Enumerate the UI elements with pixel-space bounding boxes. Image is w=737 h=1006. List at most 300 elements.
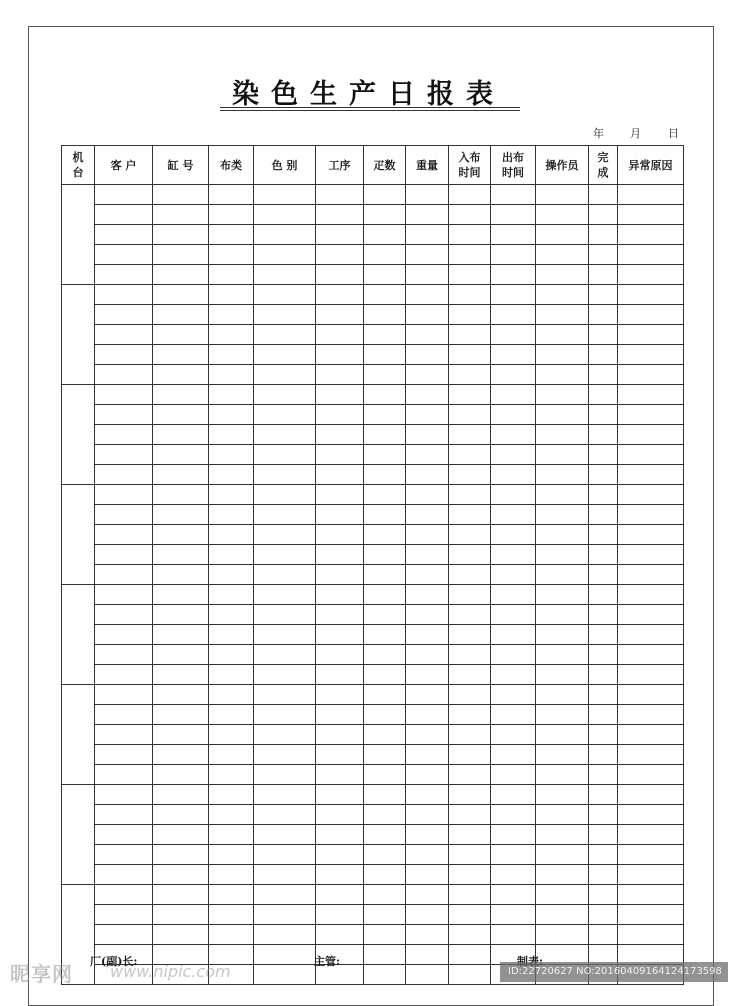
entry-cell[interactable] bbox=[406, 485, 449, 505]
entry-cell[interactable] bbox=[618, 865, 684, 885]
entry-cell[interactable] bbox=[209, 525, 254, 545]
entry-cell[interactable] bbox=[449, 325, 491, 345]
entry-cell[interactable] bbox=[364, 265, 406, 285]
entry-cell[interactable] bbox=[254, 185, 316, 205]
entry-cell[interactable] bbox=[316, 525, 364, 545]
entry-cell[interactable] bbox=[153, 285, 209, 305]
entry-cell[interactable] bbox=[449, 425, 491, 445]
entry-cell[interactable] bbox=[589, 825, 618, 845]
entry-cell[interactable] bbox=[95, 645, 153, 665]
entry-cell[interactable] bbox=[406, 905, 449, 925]
entry-cell[interactable] bbox=[254, 625, 316, 645]
entry-cell[interactable] bbox=[406, 305, 449, 325]
entry-cell[interactable] bbox=[406, 805, 449, 825]
entry-cell[interactable] bbox=[153, 885, 209, 905]
entry-cell[interactable] bbox=[153, 205, 209, 225]
entry-cell[interactable] bbox=[316, 245, 364, 265]
entry-cell[interactable] bbox=[491, 845, 536, 865]
entry-cell[interactable] bbox=[406, 785, 449, 805]
entry-cell[interactable] bbox=[316, 705, 364, 725]
entry-cell[interactable] bbox=[589, 785, 618, 805]
entry-cell[interactable] bbox=[491, 685, 536, 705]
entry-cell[interactable] bbox=[209, 205, 254, 225]
entry-cell[interactable] bbox=[316, 305, 364, 325]
entry-cell[interactable] bbox=[153, 685, 209, 705]
entry-cell[interactable] bbox=[364, 845, 406, 865]
entry-cell[interactable] bbox=[589, 285, 618, 305]
entry-cell[interactable] bbox=[364, 645, 406, 665]
entry-cell[interactable] bbox=[95, 385, 153, 405]
entry-cell[interactable] bbox=[316, 685, 364, 705]
entry-cell[interactable] bbox=[536, 785, 589, 805]
entry-cell[interactable] bbox=[95, 705, 153, 725]
entry-cell[interactable] bbox=[364, 945, 406, 965]
entry-cell[interactable] bbox=[254, 485, 316, 505]
entry-cell[interactable] bbox=[209, 645, 254, 665]
entry-cell[interactable] bbox=[316, 485, 364, 505]
entry-cell[interactable] bbox=[254, 205, 316, 225]
entry-cell[interactable] bbox=[589, 365, 618, 385]
entry-cell[interactable] bbox=[364, 785, 406, 805]
entry-cell[interactable] bbox=[491, 285, 536, 305]
entry-cell[interactable] bbox=[153, 785, 209, 805]
entry-cell[interactable] bbox=[254, 885, 316, 905]
entry-cell[interactable] bbox=[153, 425, 209, 445]
entry-cell[interactable] bbox=[209, 805, 254, 825]
entry-cell[interactable] bbox=[618, 725, 684, 745]
entry-cell[interactable] bbox=[449, 785, 491, 805]
entry-cell[interactable] bbox=[406, 605, 449, 625]
entry-cell[interactable] bbox=[406, 925, 449, 945]
entry-cell[interactable] bbox=[153, 725, 209, 745]
entry-cell[interactable] bbox=[491, 205, 536, 225]
entry-cell[interactable] bbox=[254, 545, 316, 565]
entry-cell[interactable] bbox=[589, 765, 618, 785]
entry-cell[interactable] bbox=[589, 245, 618, 265]
entry-cell[interactable] bbox=[316, 885, 364, 905]
entry-cell[interactable] bbox=[95, 305, 153, 325]
entry-cell[interactable] bbox=[254, 845, 316, 865]
entry-cell[interactable] bbox=[491, 425, 536, 445]
entry-cell[interactable] bbox=[364, 965, 406, 985]
entry-cell[interactable] bbox=[449, 525, 491, 545]
entry-cell[interactable] bbox=[316, 785, 364, 805]
entry-cell[interactable] bbox=[364, 865, 406, 885]
entry-cell[interactable] bbox=[254, 225, 316, 245]
entry-cell[interactable] bbox=[364, 825, 406, 845]
entry-cell[interactable] bbox=[536, 865, 589, 885]
entry-cell[interactable] bbox=[491, 805, 536, 825]
entry-cell[interactable] bbox=[449, 245, 491, 265]
entry-cell[interactable] bbox=[95, 465, 153, 485]
entry-cell[interactable] bbox=[449, 445, 491, 465]
entry-cell[interactable] bbox=[209, 505, 254, 525]
entry-cell[interactable] bbox=[364, 465, 406, 485]
entry-cell[interactable] bbox=[316, 465, 364, 485]
entry-cell[interactable] bbox=[153, 365, 209, 385]
entry-cell[interactable] bbox=[618, 785, 684, 805]
entry-cell[interactable] bbox=[491, 885, 536, 905]
entry-cell[interactable] bbox=[153, 765, 209, 785]
entry-cell[interactable] bbox=[316, 745, 364, 765]
entry-cell[interactable] bbox=[491, 305, 536, 325]
entry-cell[interactable] bbox=[364, 585, 406, 605]
entry-cell[interactable] bbox=[491, 445, 536, 465]
entry-cell[interactable] bbox=[618, 665, 684, 685]
entry-cell[interactable] bbox=[209, 565, 254, 585]
entry-cell[interactable] bbox=[536, 385, 589, 405]
entry-cell[interactable] bbox=[153, 445, 209, 465]
entry-cell[interactable] bbox=[209, 545, 254, 565]
entry-cell[interactable] bbox=[536, 505, 589, 525]
entry-cell[interactable] bbox=[449, 645, 491, 665]
entry-cell[interactable] bbox=[153, 865, 209, 885]
entry-cell[interactable] bbox=[209, 385, 254, 405]
entry-cell[interactable] bbox=[153, 225, 209, 245]
machine-cell[interactable] bbox=[62, 685, 95, 785]
entry-cell[interactable] bbox=[364, 385, 406, 405]
entry-cell[interactable] bbox=[618, 465, 684, 485]
entry-cell[interactable] bbox=[449, 965, 491, 985]
entry-cell[interactable] bbox=[364, 225, 406, 245]
entry-cell[interactable] bbox=[254, 665, 316, 685]
entry-cell[interactable] bbox=[254, 765, 316, 785]
entry-cell[interactable] bbox=[618, 825, 684, 845]
entry-cell[interactable] bbox=[316, 845, 364, 865]
entry-cell[interactable] bbox=[364, 805, 406, 825]
entry-cell[interactable] bbox=[95, 405, 153, 425]
entry-cell[interactable] bbox=[364, 905, 406, 925]
entry-cell[interactable] bbox=[153, 605, 209, 625]
entry-cell[interactable] bbox=[95, 185, 153, 205]
entry-cell[interactable] bbox=[618, 605, 684, 625]
entry-cell[interactable] bbox=[254, 785, 316, 805]
entry-cell[interactable] bbox=[449, 925, 491, 945]
entry-cell[interactable] bbox=[618, 545, 684, 565]
entry-cell[interactable] bbox=[536, 485, 589, 505]
entry-cell[interactable] bbox=[153, 305, 209, 325]
entry-cell[interactable] bbox=[491, 325, 536, 345]
entry-cell[interactable] bbox=[95, 905, 153, 925]
entry-cell[interactable] bbox=[209, 785, 254, 805]
entry-cell[interactable] bbox=[449, 745, 491, 765]
entry-cell[interactable] bbox=[153, 325, 209, 345]
entry-cell[interactable] bbox=[449, 825, 491, 845]
entry-cell[interactable] bbox=[449, 845, 491, 865]
entry-cell[interactable] bbox=[449, 385, 491, 405]
entry-cell[interactable] bbox=[153, 805, 209, 825]
entry-cell[interactable] bbox=[316, 665, 364, 685]
entry-cell[interactable] bbox=[364, 925, 406, 945]
entry-cell[interactable] bbox=[406, 645, 449, 665]
entry-cell[interactable] bbox=[316, 425, 364, 445]
entry-cell[interactable] bbox=[406, 445, 449, 465]
entry-cell[interactable] bbox=[536, 645, 589, 665]
entry-cell[interactable] bbox=[254, 445, 316, 465]
entry-cell[interactable] bbox=[449, 685, 491, 705]
entry-cell[interactable] bbox=[254, 705, 316, 725]
entry-cell[interactable] bbox=[364, 425, 406, 445]
entry-cell[interactable] bbox=[449, 705, 491, 725]
entry-cell[interactable] bbox=[209, 465, 254, 485]
entry-cell[interactable] bbox=[536, 365, 589, 385]
machine-cell[interactable] bbox=[62, 785, 95, 885]
entry-cell[interactable] bbox=[406, 965, 449, 985]
entry-cell[interactable] bbox=[406, 945, 449, 965]
entry-cell[interactable] bbox=[254, 465, 316, 485]
entry-cell[interactable] bbox=[95, 325, 153, 345]
entry-cell[interactable] bbox=[254, 265, 316, 285]
entry-cell[interactable] bbox=[589, 545, 618, 565]
entry-cell[interactable] bbox=[316, 725, 364, 745]
entry-cell[interactable] bbox=[536, 805, 589, 825]
entry-cell[interactable] bbox=[209, 865, 254, 885]
entry-cell[interactable] bbox=[589, 505, 618, 525]
entry-cell[interactable] bbox=[618, 765, 684, 785]
entry-cell[interactable] bbox=[491, 745, 536, 765]
entry-cell[interactable] bbox=[536, 265, 589, 285]
entry-cell[interactable] bbox=[95, 225, 153, 245]
entry-cell[interactable] bbox=[491, 485, 536, 505]
entry-cell[interactable] bbox=[536, 745, 589, 765]
entry-cell[interactable] bbox=[406, 465, 449, 485]
entry-cell[interactable] bbox=[618, 285, 684, 305]
entry-cell[interactable] bbox=[95, 205, 153, 225]
entry-cell[interactable] bbox=[589, 745, 618, 765]
entry-cell[interactable] bbox=[364, 705, 406, 725]
entry-cell[interactable] bbox=[209, 185, 254, 205]
entry-cell[interactable] bbox=[491, 785, 536, 805]
entry-cell[interactable] bbox=[406, 225, 449, 245]
entry-cell[interactable] bbox=[209, 365, 254, 385]
entry-cell[interactable] bbox=[316, 285, 364, 305]
entry-cell[interactable] bbox=[364, 285, 406, 305]
machine-cell[interactable] bbox=[62, 485, 95, 585]
entry-cell[interactable] bbox=[364, 485, 406, 505]
entry-cell[interactable] bbox=[254, 925, 316, 945]
entry-cell[interactable] bbox=[316, 645, 364, 665]
entry-cell[interactable] bbox=[449, 505, 491, 525]
entry-cell[interactable] bbox=[449, 345, 491, 365]
entry-cell[interactable] bbox=[95, 925, 153, 945]
entry-cell[interactable] bbox=[536, 825, 589, 845]
entry-cell[interactable] bbox=[364, 745, 406, 765]
entry-cell[interactable] bbox=[536, 885, 589, 905]
entry-cell[interactable] bbox=[209, 765, 254, 785]
machine-cell[interactable] bbox=[62, 585, 95, 685]
entry-cell[interactable] bbox=[95, 425, 153, 445]
entry-cell[interactable] bbox=[316, 605, 364, 625]
entry-cell[interactable] bbox=[589, 925, 618, 945]
entry-cell[interactable] bbox=[254, 905, 316, 925]
entry-cell[interactable] bbox=[589, 185, 618, 205]
entry-cell[interactable] bbox=[364, 725, 406, 745]
entry-cell[interactable] bbox=[449, 405, 491, 425]
entry-cell[interactable] bbox=[491, 625, 536, 645]
entry-cell[interactable] bbox=[491, 645, 536, 665]
entry-cell[interactable] bbox=[153, 665, 209, 685]
entry-cell[interactable] bbox=[209, 345, 254, 365]
entry-cell[interactable] bbox=[209, 885, 254, 905]
entry-cell[interactable] bbox=[153, 925, 209, 945]
entry-cell[interactable] bbox=[618, 705, 684, 725]
entry-cell[interactable] bbox=[406, 865, 449, 885]
entry-cell[interactable] bbox=[589, 525, 618, 545]
entry-cell[interactable] bbox=[316, 365, 364, 385]
entry-cell[interactable] bbox=[618, 905, 684, 925]
entry-cell[interactable] bbox=[153, 645, 209, 665]
entry-cell[interactable] bbox=[618, 325, 684, 345]
entry-cell[interactable] bbox=[406, 285, 449, 305]
entry-cell[interactable] bbox=[209, 725, 254, 745]
entry-cell[interactable] bbox=[618, 805, 684, 825]
entry-cell[interactable] bbox=[209, 845, 254, 865]
entry-cell[interactable] bbox=[153, 905, 209, 925]
entry-cell[interactable] bbox=[618, 425, 684, 445]
entry-cell[interactable] bbox=[618, 305, 684, 325]
entry-cell[interactable] bbox=[589, 845, 618, 865]
entry-cell[interactable] bbox=[589, 625, 618, 645]
entry-cell[interactable] bbox=[153, 485, 209, 505]
entry-cell[interactable] bbox=[209, 305, 254, 325]
entry-cell[interactable] bbox=[589, 205, 618, 225]
entry-cell[interactable] bbox=[449, 465, 491, 485]
entry-cell[interactable] bbox=[491, 565, 536, 585]
entry-cell[interactable] bbox=[589, 665, 618, 685]
entry-cell[interactable] bbox=[406, 885, 449, 905]
entry-cell[interactable] bbox=[449, 725, 491, 745]
entry-cell[interactable] bbox=[254, 805, 316, 825]
entry-cell[interactable] bbox=[536, 445, 589, 465]
entry-cell[interactable] bbox=[153, 265, 209, 285]
entry-cell[interactable] bbox=[316, 205, 364, 225]
entry-cell[interactable] bbox=[406, 365, 449, 385]
entry-cell[interactable] bbox=[536, 845, 589, 865]
entry-cell[interactable] bbox=[364, 345, 406, 365]
entry-cell[interactable] bbox=[491, 705, 536, 725]
entry-cell[interactable] bbox=[153, 565, 209, 585]
entry-cell[interactable] bbox=[364, 405, 406, 425]
entry-cell[interactable] bbox=[491, 905, 536, 925]
entry-cell[interactable] bbox=[618, 685, 684, 705]
entry-cell[interactable] bbox=[491, 385, 536, 405]
entry-cell[interactable] bbox=[364, 525, 406, 545]
entry-cell[interactable] bbox=[589, 425, 618, 445]
entry-cell[interactable] bbox=[209, 625, 254, 645]
entry-cell[interactable] bbox=[364, 625, 406, 645]
entry-cell[interactable] bbox=[491, 345, 536, 365]
entry-cell[interactable] bbox=[449, 765, 491, 785]
entry-cell[interactable] bbox=[589, 585, 618, 605]
entry-cell[interactable] bbox=[589, 905, 618, 925]
entry-cell[interactable] bbox=[364, 545, 406, 565]
entry-cell[interactable] bbox=[449, 305, 491, 325]
entry-cell[interactable] bbox=[209, 605, 254, 625]
entry-cell[interactable] bbox=[406, 505, 449, 525]
entry-cell[interactable] bbox=[536, 565, 589, 585]
entry-cell[interactable] bbox=[95, 445, 153, 465]
entry-cell[interactable] bbox=[406, 705, 449, 725]
entry-cell[interactable] bbox=[95, 745, 153, 765]
entry-cell[interactable] bbox=[254, 745, 316, 765]
entry-cell[interactable] bbox=[95, 565, 153, 585]
entry-cell[interactable] bbox=[316, 625, 364, 645]
entry-cell[interactable] bbox=[449, 945, 491, 965]
entry-cell[interactable] bbox=[254, 345, 316, 365]
entry-cell[interactable] bbox=[209, 925, 254, 945]
entry-cell[interactable] bbox=[406, 745, 449, 765]
entry-cell[interactable] bbox=[618, 525, 684, 545]
entry-cell[interactable] bbox=[449, 625, 491, 645]
entry-cell[interactable] bbox=[254, 605, 316, 625]
entry-cell[interactable] bbox=[95, 505, 153, 525]
entry-cell[interactable] bbox=[536, 465, 589, 485]
entry-cell[interactable] bbox=[449, 665, 491, 685]
entry-cell[interactable] bbox=[449, 605, 491, 625]
entry-cell[interactable] bbox=[618, 745, 684, 765]
entry-cell[interactable] bbox=[254, 425, 316, 445]
entry-cell[interactable] bbox=[364, 205, 406, 225]
entry-cell[interactable] bbox=[536, 325, 589, 345]
entry-cell[interactable] bbox=[491, 765, 536, 785]
entry-cell[interactable] bbox=[316, 545, 364, 565]
entry-cell[interactable] bbox=[209, 285, 254, 305]
entry-cell[interactable] bbox=[406, 725, 449, 745]
entry-cell[interactable] bbox=[491, 865, 536, 885]
entry-cell[interactable] bbox=[153, 585, 209, 605]
entry-cell[interactable] bbox=[491, 605, 536, 625]
entry-cell[interactable] bbox=[364, 445, 406, 465]
entry-cell[interactable] bbox=[254, 285, 316, 305]
entry-cell[interactable] bbox=[316, 385, 364, 405]
entry-cell[interactable] bbox=[536, 605, 589, 625]
entry-cell[interactable] bbox=[491, 665, 536, 685]
entry-cell[interactable] bbox=[618, 585, 684, 605]
entry-cell[interactable] bbox=[406, 665, 449, 685]
entry-cell[interactable] bbox=[491, 465, 536, 485]
entry-cell[interactable] bbox=[153, 745, 209, 765]
entry-cell[interactable] bbox=[209, 745, 254, 765]
entry-cell[interactable] bbox=[95, 365, 153, 385]
entry-cell[interactable] bbox=[589, 385, 618, 405]
entry-cell[interactable] bbox=[618, 245, 684, 265]
entry-cell[interactable] bbox=[618, 625, 684, 645]
entry-cell[interactable] bbox=[316, 445, 364, 465]
entry-cell[interactable] bbox=[95, 545, 153, 565]
entry-cell[interactable] bbox=[95, 765, 153, 785]
entry-cell[interactable] bbox=[449, 265, 491, 285]
entry-cell[interactable] bbox=[95, 725, 153, 745]
entry-cell[interactable] bbox=[95, 805, 153, 825]
entry-cell[interactable] bbox=[449, 485, 491, 505]
entry-cell[interactable] bbox=[536, 185, 589, 205]
entry-cell[interactable] bbox=[406, 685, 449, 705]
entry-cell[interactable] bbox=[618, 505, 684, 525]
entry-cell[interactable] bbox=[589, 265, 618, 285]
entry-cell[interactable] bbox=[589, 725, 618, 745]
entry-cell[interactable] bbox=[406, 265, 449, 285]
entry-cell[interactable] bbox=[316, 905, 364, 925]
entry-cell[interactable] bbox=[254, 325, 316, 345]
entry-cell[interactable] bbox=[618, 645, 684, 665]
entry-cell[interactable] bbox=[618, 265, 684, 285]
entry-cell[interactable] bbox=[618, 385, 684, 405]
entry-cell[interactable] bbox=[406, 625, 449, 645]
entry-cell[interactable] bbox=[589, 485, 618, 505]
entry-cell[interactable] bbox=[491, 825, 536, 845]
entry-cell[interactable] bbox=[209, 325, 254, 345]
entry-cell[interactable] bbox=[449, 225, 491, 245]
